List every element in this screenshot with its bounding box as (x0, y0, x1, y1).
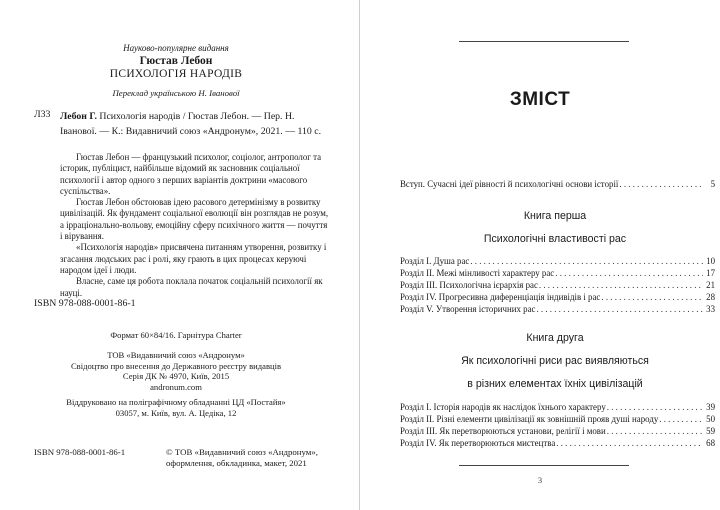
publisher-line: ТОВ «Видавничий союз «Андронум» (107, 350, 245, 360)
toc-entry-page: 68 (706, 438, 715, 448)
dot-leader (600, 292, 703, 302)
toc-entry-page: 17 (706, 268, 715, 278)
contents-heading: ЗМІСТ (509, 89, 571, 110)
printer-line: 03057, м. Київ, вул. А. Цедіка, 12 (115, 407, 237, 418)
toc-entry-page: 10 (706, 256, 715, 266)
publisher-block (0, 350, 352, 392)
printer-line: Віддруковано на поліграфічному обладнанні ЦД «Постайя» (66, 397, 286, 407)
dot-leader (554, 268, 703, 278)
abstract-paragraph: Гюстав Лебон обстоював ідею расового детермінізму в розвитку цивілізацій. Як фундамент соціальної еволюції він розглядав не розум, а ірраціонально-вольову, емоційну сферу психічного життя — почуття і вірування. (60, 197, 329, 242)
toc-entry-label: Розділ ІІ. Різні елементи цивілізації як зовнішній прояв душі народу (400, 414, 659, 424)
toc-entry-page: 28 (706, 292, 715, 302)
publisher-line: andronum.com (150, 381, 202, 392)
dot-leader (606, 402, 703, 412)
book-two-title: Книга друга (526, 332, 584, 344)
toc-entry-label: Розділ V. Утворення історичних рас (400, 304, 536, 314)
publisher-line: Свідоцтво про внесення до Державного реєстру видавців (70, 360, 282, 371)
translator-line: Переклад українською Н. Іванової (112, 88, 240, 98)
toc-entry[interactable] (400, 256, 715, 266)
toc-entry[interactable] (400, 292, 715, 302)
toc-entry-intro[interactable] (400, 179, 715, 189)
book-one-subtitle: Психологічні властивості рас (483, 233, 627, 245)
biblio-description: Психологія народів / Гюстав Лебон. — Пер. Н. Іванової. — К.: Видавничий союз «Андронум», 2021. — 110 с. (60, 111, 322, 137)
dot-leader (658, 414, 703, 424)
abstract-paragraph: Власне, саме ця робота поклала початок соціальній психології як науці. (60, 276, 323, 298)
bottom-rule (459, 465, 629, 466)
toc-entry[interactable] (400, 268, 715, 278)
contents-page (360, 0, 720, 510)
toc-entry[interactable] (400, 402, 715, 412)
toc-entry-label: Розділ І. Історія народів як наслідок їхнього характеру (400, 402, 606, 412)
toc-entry-page: 50 (706, 414, 715, 424)
isbn-bottom: ISBN 978-088-0001-86-1 (34, 447, 126, 457)
toc-entry-label: Вступ. Сучасні ідеї рівності й психологічні основи історії (400, 179, 619, 189)
biblio-record (60, 109, 324, 139)
copyright-line: © ТОВ «Видавничий союз «Андронум», (166, 447, 318, 457)
genre-line: Науково-популярне видання (123, 43, 229, 53)
publisher-line: Серія ДК № 4970, Київ, 2015 (122, 371, 230, 382)
abstract-paragraph: «Психологія народів» присвячена питанням утворення, розвитку і згасання людських рас і ролі, яку грають в цих процесах керуючі народом ідеї і люди. (60, 242, 327, 275)
dot-leader (535, 304, 703, 314)
abstract (60, 152, 330, 299)
toc-entry[interactable] (400, 414, 715, 424)
toc-entry-page: 21 (706, 280, 715, 290)
page-number: 3 (537, 475, 543, 485)
book-title: ПСИХОЛОГІЯ НАРОДІВ (109, 68, 243, 80)
book-two-subtitle: Як психологічні риси рас виявляються (461, 355, 649, 367)
abstract-paragraph: Гюстав Лебон — французький психолог, соціолог, антрополог та історик, публіцист, найбільше відомий як засновник соціальної психології і автор одного з перших варіантів доктрини «масового суспільства». (60, 152, 322, 196)
biblio-author: Лебон Г. (60, 111, 97, 122)
isbn: ISBN 978-088-0001-86-1 (34, 298, 136, 309)
book-one-title: Книга перша (523, 210, 587, 222)
format-line: Формат 60×84/16. Гарнітура Charter (110, 330, 242, 340)
toc-entry[interactable] (400, 304, 715, 314)
toc-entry-label: Розділ ІІІ. Психологічна ієрархія рас (400, 280, 538, 290)
toc-entry-label: Розділ IV. Прогресивна диференціація індивідів і рас (400, 292, 601, 302)
toc-entry-page: 33 (706, 304, 715, 314)
printer-block (0, 397, 352, 418)
dot-leader (538, 280, 703, 290)
toc-entry[interactable] (400, 438, 715, 448)
toc-entry-page: 59 (706, 426, 715, 436)
author-name: Гюстав Лебон (139, 55, 213, 67)
copyright-block (166, 447, 336, 469)
dot-leader (469, 256, 703, 266)
biblio-code: Л33 (34, 109, 51, 120)
dot-leader (606, 426, 703, 436)
copyright-line: оформлення, обкладинка, макет, 2021 (166, 457, 307, 468)
toc-entry[interactable] (400, 280, 715, 290)
toc-entry-page: 5 (710, 179, 715, 189)
book-two-subtitle: в різних елементах їхніх цивілізацій (467, 378, 643, 390)
dot-leader (555, 438, 703, 448)
top-rule (459, 41, 629, 42)
dot-leader (618, 179, 703, 189)
toc-entry-page: 39 (706, 402, 715, 412)
toc-entry-label: Розділ ІІІ. Як перетворюються установи, релігії і мови (400, 426, 606, 436)
toc-entry-label: Розділ ІІ. Межі мінливості характеру рас (400, 268, 555, 278)
toc-entry-label: Розділ І. Душа рас (400, 256, 470, 266)
toc-entry-label: Розділ IV. Як перетворюються мистецтва (400, 438, 556, 448)
toc-entry[interactable] (400, 426, 715, 436)
